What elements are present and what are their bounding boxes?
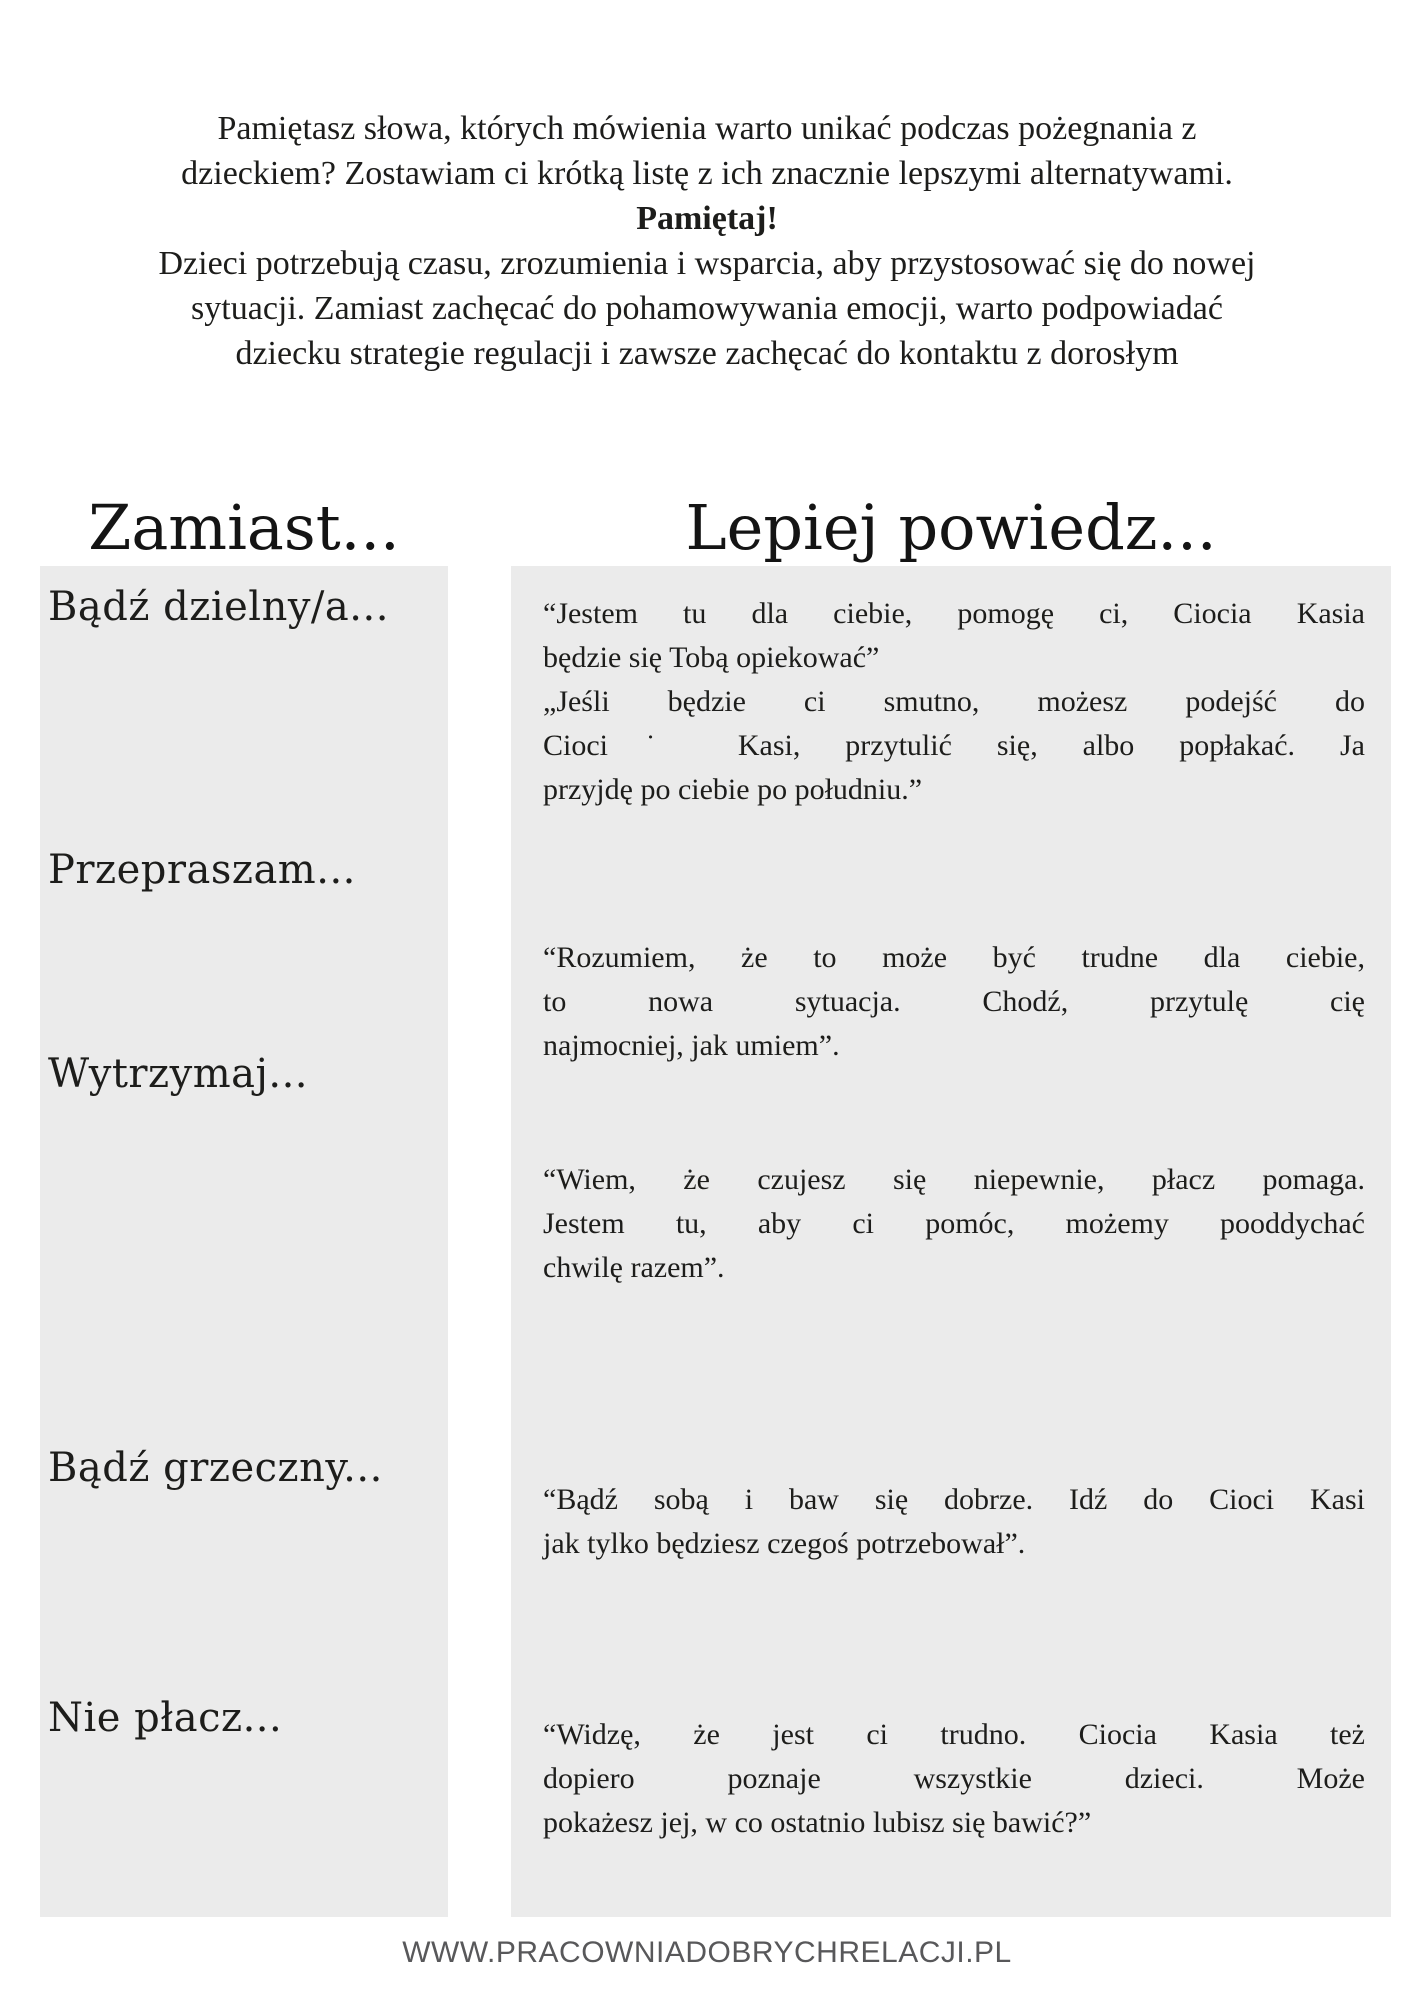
intro-line-2: dzieckiem? Zostawiam ci krótką listę z ich znacznie lepszymi alternatywami. [181, 155, 1233, 192]
better-phrase-2 [543, 936, 1365, 1068]
avoid-phrase-5: Nie płacz... [48, 1695, 283, 1741]
better-phrase-3-line-1: “Wiem, że czujesz się niepewnie, płacz pomaga. [543, 1163, 1365, 1196]
better-phrase-2-line-1: “Rozumiem, że to może być trudne dla ciebie, [543, 941, 1365, 974]
better-phrase-2-line-2: to nowa sytuacja. Chodź, przytulę cię [543, 985, 1365, 1018]
better-phrase-3-line-3: chwilę razem”. [543, 1251, 725, 1284]
better-phrase-1-line-2: będzie się Tobą opiekować” [543, 641, 880, 674]
better-phrase-1-line-4: Cioci˙ Kasi, przytulić się, albo popłakać. Ja [543, 729, 1365, 762]
better-phrase-3-line-2: Jestem tu, aby ci pomóc, możemy pooddychać [543, 1207, 1365, 1240]
better-phrase-1-line-5: przyjdę po ciebie po południu.” [543, 773, 923, 806]
intro-line-5: sytuacji. Zamiast zachęcać do pohamowywania emocji, warto podpowiadać [191, 290, 1223, 327]
intro-line-1: Pamiętasz słowa, których mówienia warto unikać podczas pożegnania z [217, 110, 1197, 147]
intro-paragraph [0, 106, 1414, 376]
better-phrase-4-line-1: “Bądź sobą i baw się dobrze. Idź do Cioci Kasi [543, 1483, 1365, 1516]
avoid-phrase-3: Wytrzymaj... [48, 1051, 309, 1097]
better-phrase-1-line-3: „Jeśli będzie ci smutno, możesz podejść do [543, 685, 1365, 718]
better-phrases-panel [511, 566, 1391, 1917]
avoid-phrases-panel [40, 566, 448, 1917]
column-header-instead: Zamiast... [88, 491, 400, 564]
website-url: WWW.PRACOWNIADOBRYCHRELACJI.PL [402, 1936, 1012, 1969]
column-header-better-say: Lepiej powiedz... [685, 491, 1217, 564]
better-phrase-5 [543, 1713, 1365, 1845]
better-phrase-5-line-1: “Widzę, że jest ci trudno. Ciocia Kasia też [543, 1718, 1365, 1751]
better-phrase-1-line-1: “Jestem tu dla ciebie, pomogę ci, Ciocia Kasia [543, 597, 1365, 630]
better-phrase-4 [543, 1478, 1365, 1566]
better-phrase-1 [543, 592, 1365, 812]
intro-line-6: dziecku strategie regulacji i zawsze zachęcać do kontaktu z dorosłym [235, 335, 1179, 372]
intro-line-4: Dzieci potrzebują czasu, zrozumienia i wsparcia, aby przystosować się do nowej [158, 245, 1256, 282]
better-phrase-5-line-2: dopiero poznaje wszystkie dzieci. Może [543, 1762, 1365, 1795]
better-phrase-3 [543, 1158, 1365, 1290]
better-phrase-4-line-2: jak tylko będziesz czegoś potrzebował”. [543, 1527, 1026, 1560]
better-phrase-2-line-3: najmocniej, jak umiem”. [543, 1029, 840, 1062]
intro-emphasis: Pamiętaj! [636, 200, 778, 237]
better-phrase-5-line-3: pokażesz jej, w co ostatnio lubisz się bawić?” [543, 1806, 1092, 1839]
avoid-phrase-2: Przepraszam... [48, 847, 356, 893]
avoid-phrase-1: Bądź dzielny/a... [48, 584, 389, 630]
avoid-phrase-4: Bądź grzeczny... [48, 1445, 383, 1491]
